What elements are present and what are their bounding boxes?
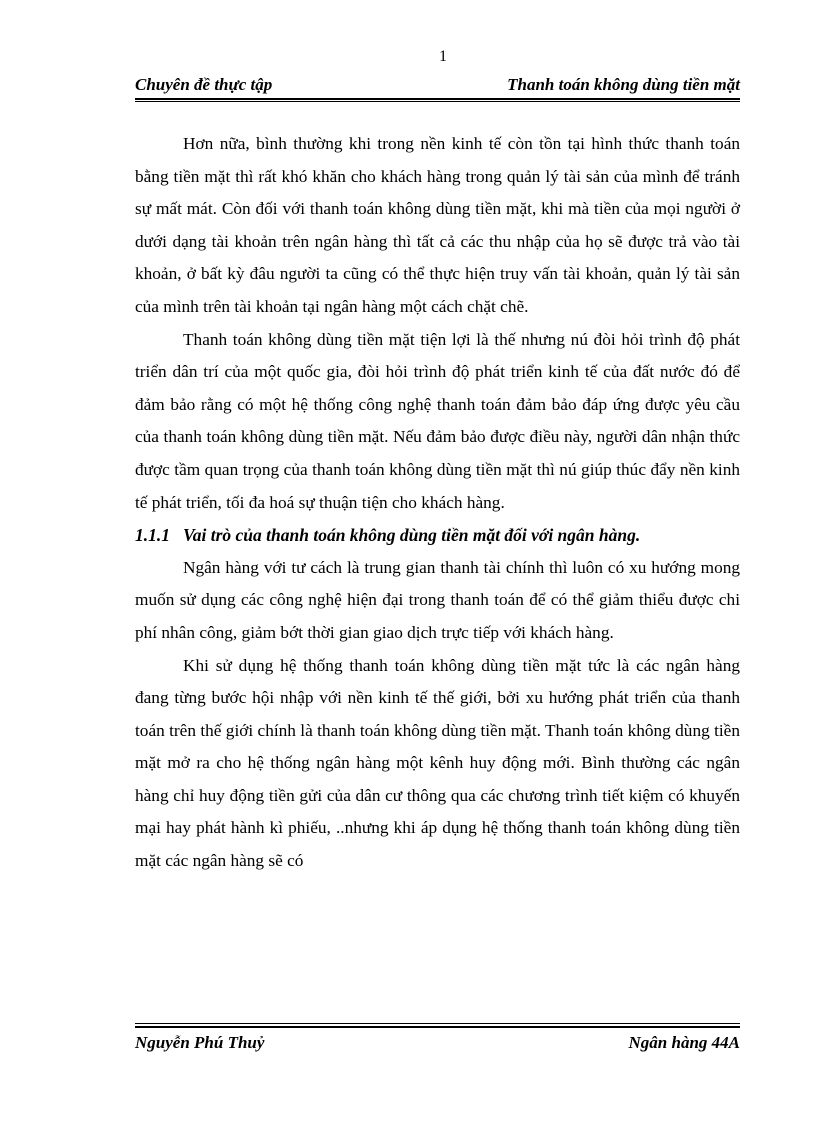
header-right-title: Thanh toán không dùng tiền mặt	[507, 75, 740, 94]
paragraph-1: Hơn nữa, bình thường khi trong nền kinh tế còn tồn tại hình thức thanh toán bằng tiền mặt thì rất khó khăn cho khách hàng trong quản lý tài sản của mình để tránh sự mất mát. Còn đối với thanh toán không dùng tiền mặt, khi mà tiền của mọi người ở dưới dạng tài khoản trên ngân hàng thì tất cả các thu nhập của họ sẽ được trả vào tài khoản, ở bất kỳ đâu người ta cũng có thể thực hiện truy vấn tài khoản, quản lý tài sản của mình trên tài khoản tại ngân hàng một cách chặt chẽ.	[135, 134, 740, 316]
header-rule	[135, 101, 740, 102]
section-number: 1.1.1	[135, 525, 170, 546]
paragraph-2: Thanh toán không dùng tiền mặt tiện lợi là thế nhưng nú đòi hỏi trình độ phát triển dân trí của một quốc gia, đòi hỏi trình độ phát triển kinh tế của đất nước đó để đảm bảo rằng có một hệ thống công nghệ thanh toán đảm bảo đáp ứng được yêu cầu của thanh toán không dùng tiền mặt. Nếu đảm bảo được điều này, người dân nhận thức được tầm quan trọng của thanh toán không dùng tiền mặt thì nú giúp thúc đẩy nền kinh tế phát triển, tối đa hoá sự thuận tiện cho khách hàng.	[135, 329, 740, 512]
footer-author: Nguyễn Phú Thuỷ	[135, 1033, 265, 1052]
page-header	[135, 74, 740, 100]
paragraph-4: Khi sử dụng hệ thống thanh toán không dùng tiền mặt tức là các ngân hàng đang từng bước hội nhập với nền kinh tế thế giới, bởi xu hướng phát triển của thanh toán trên thế giới chính là thanh toán không dùng tiền mặt. Thanh toán không dùng tiền mặt mở ra cho hệ thống ngân hàng một kênh huy động mới. Bình thường các ngân hàng chỉ huy động tiền gửi của dân cư thông qua các chương trình tiết kiệm có khuyến mại hay phát hành kì phiếu, ..nhưng khi áp dụng hệ thống thanh toán không dùng tiền mặt các ngân hàng sẽ có	[135, 655, 740, 871]
page-footer	[135, 1026, 740, 1052]
paragraph-3: Ngân hàng với tư cách là trung gian thanh tài chính thì luôn có xu hướng mong muốn sử dụng các công nghệ hiện đại trong thanh toán để có thể giảm thiểu được chi phí nhân công, giảm bớt thời gian giao dịch trực tiếp với khách hàng.	[135, 557, 740, 642]
document-body	[135, 128, 740, 878]
section-title: Vai trò của thanh toán không dùng tiền mặt đối với ngân hàng.	[183, 525, 641, 546]
footer-rule	[135, 1023, 740, 1024]
footer-class: Ngân hàng 44A	[628, 1033, 740, 1052]
header-left-title: Chuyên đề thực tập	[135, 75, 273, 94]
page-number: 1	[439, 48, 447, 65]
section-heading	[135, 519, 740, 552]
